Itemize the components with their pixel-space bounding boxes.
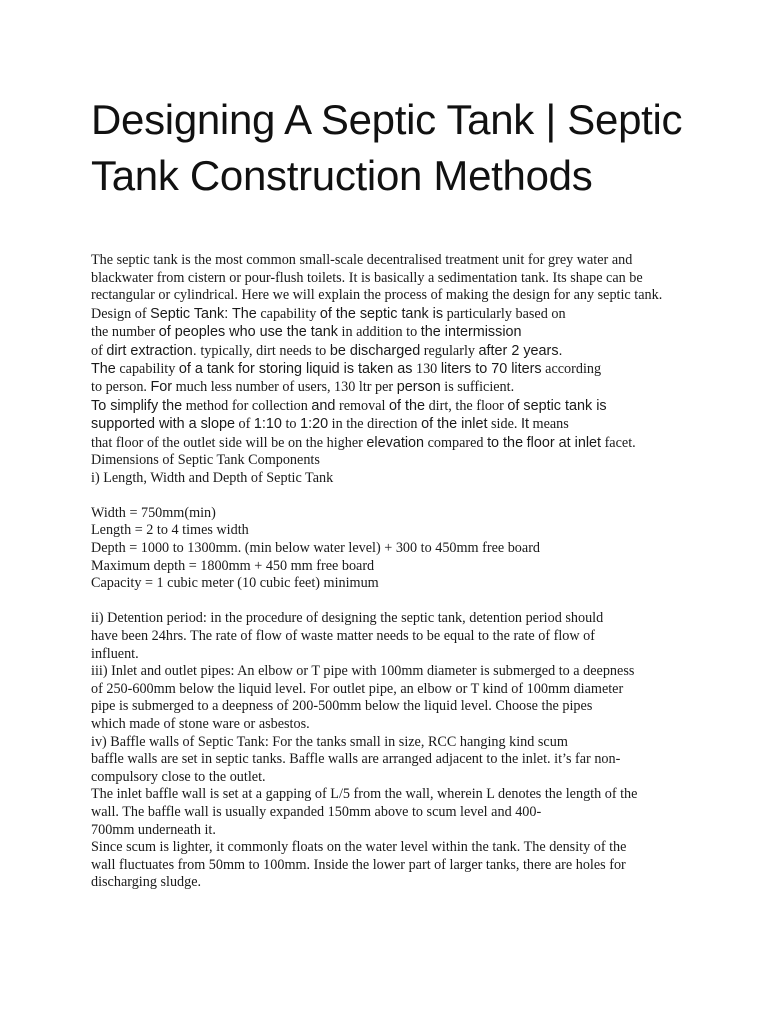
spacer: [91, 487, 691, 505]
text-line: iii) Inlet and outlet pipes: An elbow or T pipe with 100mm diameter is submerged to a deepness: [91, 663, 635, 680]
text-line: iv) Baffle walls of Septic Tank: For the tanks small in size, RCC hanging kind scum: [91, 733, 568, 750]
dimension-line: Width = 750mm(min): [91, 504, 216, 521]
text-line: Since scum is lighter, it commonly floats on the water level within the tank. The density of the: [91, 839, 627, 856]
text-line: discharging sludge.: [91, 874, 202, 891]
text-line: influent.: [91, 645, 139, 662]
text-line: The inlet baffle wall is set at a gapping of L/5 from the wall, wherein L denotes the length of the: [91, 786, 638, 803]
text-line: ii) Detention period: in the procedure of designing the septic tank, detention period should: [91, 610, 604, 627]
text-line: have been 24hrs. The rate of flow of waste matter needs to be equal to the rate of flow of: [91, 627, 595, 644]
capacity-paragraph: The capability of a tank for storing liquid is taken as 130 liters to 70 liters according to person. For much less number of users, 130 ltr per person is sufficient.: [91, 361, 602, 396]
text-line: wall fluctuates from 50mm to 100mm. Inside the lower part of larger tanks, there are holes for: [91, 856, 626, 873]
text-line: pipe is submerged to a deepness of 200-500mm below the liquid level. Choose the pipes: [91, 698, 593, 715]
intro-paragraph: The septic tank is the most common small-scale decentralised treatment unit for grey water and blackwater from cistern or pour-flush toilets. It is basically a sedimentation tank. Its shape can be rectangular or cylindrical. Here we will explain the process of making the design for any septic tank.: [91, 252, 663, 304]
article-body: [91, 252, 691, 892]
dimension-line: Depth = 1000 to 1300mm. (min below water level) + 300 to 450mm free board: [91, 540, 541, 556]
text-line: of 250-600mm below the liquid level. For outlet pipe, an elbow or T kind of 100mm diameter: [91, 680, 624, 697]
design-paragraph: Design of Septic Tank: The capability of the septic tank is particularly based on the number of peoples who use the tank in addition to the intermission of dirt extraction. typically, dirt needs to be discharged regularly after 2 years.: [91, 305, 566, 359]
design-label: Septic Tank: The: [150, 305, 257, 322]
dimensions-subheading: i) Length, Width and Depth of Septic Tank: [91, 469, 334, 486]
spacer: [91, 593, 691, 611]
dimension-line: Length = 2 to 4 times width: [91, 522, 249, 539]
dimension-line: Maximum depth = 1800mm + 450 mm free board: [91, 557, 375, 574]
page-title: Designing A Septic Tank | Septic Tank Construction Methods: [91, 96, 683, 199]
text-line: which made of stone ware or asbestos.: [91, 715, 310, 732]
text-line: wall. The baffle wall is usually expanded 150mm above to scum level and 400-: [91, 803, 542, 820]
text-line: 700mm underneath it.: [91, 821, 216, 838]
slope-paragraph: To simplify the method for collection and removal of the dirt, the floor of septic tank is supported with a slope of 1:10 to 1:20 in the direction of the inlet side. It means that floor of the outlet side will be on the higher elevation compared to the floor at inlet facet.: [91, 397, 636, 451]
text-line: compulsory close to the outlet.: [91, 768, 266, 785]
dimension-line: Capacity = 1 cubic meter (10 cubic feet) minimum: [91, 575, 379, 592]
dimensions-heading: Dimensions of Septic Tank Components: [91, 452, 320, 469]
text-line: baffle walls are set in septic tanks. Baffle walls are arranged adjacent to the inlet. it’s far non-: [91, 751, 621, 768]
